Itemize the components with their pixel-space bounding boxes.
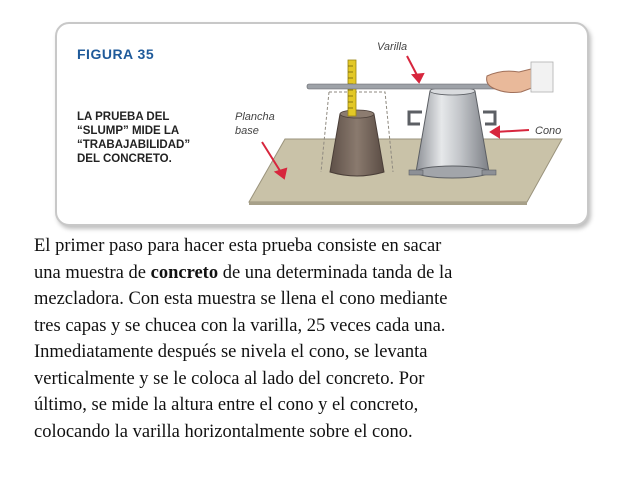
hand-graphic <box>487 62 553 93</box>
text-line: verticalmente y se le coloca al lado del concreto. Por <box>34 368 425 389</box>
text-line: último, se mide la altura entre el cono y el concreto, <box>34 395 419 415</box>
body-paragraph <box>34 233 614 445</box>
text-line <box>34 260 614 287</box>
caption-line: LA PRUEBA DEL <box>77 111 170 123</box>
label-plancha: Plancha <box>235 111 275 123</box>
text-line: colocando la varilla horizontalmente sobre el cono. <box>34 421 413 442</box>
base-plate <box>249 139 562 202</box>
arrow-cono <box>495 130 529 132</box>
figure-title: FIGURA 35 <box>77 46 155 62</box>
slump-cone <box>409 87 496 178</box>
concrete-slump <box>321 92 393 176</box>
label-cono: Cono <box>535 125 562 137</box>
bold-term-concreto: concreto <box>150 262 219 283</box>
text-line: tres capas y se chucea con la varilla, 25 veces cada una. <box>34 315 446 336</box>
caption-line: “SLUMP” MIDE LA <box>77 125 180 137</box>
text-line: El primer paso para hacer esta prueba consiste en sacar <box>34 236 442 256</box>
label-varilla: Varilla <box>377 41 408 53</box>
text-line: mezcladora. Con esta muestra se llena el cono mediante <box>34 289 448 309</box>
caption-line: “TRABAJABILIDAD” <box>77 139 191 151</box>
text-line: Inmediatamente después se nivela el cono, se levanta <box>34 342 428 362</box>
label-base: base <box>235 125 259 137</box>
slump-test-illustration <box>57 24 587 224</box>
caption-line: DEL CONCRETO. <box>77 153 172 165</box>
text-segment: una muestra de <box>34 262 151 283</box>
figure-panel <box>55 22 589 226</box>
text-segment: de una determinada tanda de la <box>218 262 453 283</box>
tamping-rod <box>307 84 517 89</box>
